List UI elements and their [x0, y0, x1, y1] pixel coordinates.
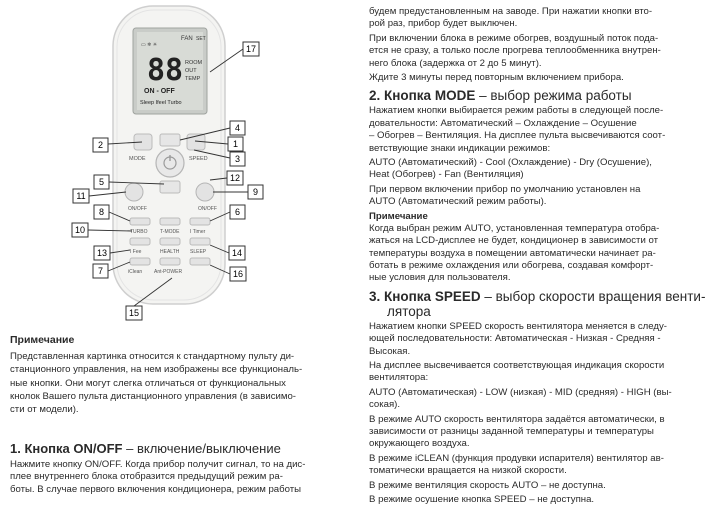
- lcd-top-label-fan: FAN: [181, 36, 193, 42]
- turbo-label: TURBO: [130, 229, 148, 235]
- lcd-side-label-temp: TEMP: [185, 76, 201, 82]
- callout-6: 6: [234, 207, 241, 217]
- down-button-shape: [160, 181, 180, 193]
- section-on-off: [10, 441, 350, 498]
- lcd-row2: Sleep Ifeel Turbo: [140, 100, 182, 106]
- section-mode-note-label: Примечание: [369, 210, 428, 222]
- callout-5: 5: [98, 177, 105, 187]
- section-mode-heading: 2. Кнопка MODE – выбор режима работы: [369, 88, 632, 104]
- callout-8: 8: [98, 207, 105, 217]
- section-mode-text: Нажатием кнопки выбирается режим работы в следующей после- довательности: Автоматический – Охлаждение – Осушение – Обогрев – Вентиляция. На дисплее пульта высвечиваются соот- ветствующие знаки индикации режимов:: [369, 105, 666, 154]
- lcd-row1: ON - OFF: [144, 88, 175, 95]
- callout-3: 3: [234, 154, 241, 164]
- callout-1: 1: [232, 139, 239, 149]
- callout-4: 4: [234, 123, 241, 133]
- mode-button-label: MODE: [129, 156, 146, 162]
- up-button-shape: [160, 134, 180, 146]
- remote-diagram: [10, 0, 355, 330]
- callout-14: 14: [231, 248, 243, 258]
- lcd-digits: 88: [147, 53, 184, 88]
- callout-12: 12: [229, 173, 241, 183]
- section-speed-heading: 3. Кнопка SPEED – выбор скорости вращения венти- лятора: [369, 288, 706, 319]
- callout-11: 11: [76, 191, 86, 201]
- speed-button-label: SPEED: [189, 156, 208, 162]
- on-off-left-label: ON/OFF: [128, 206, 147, 212]
- left-round-button: [125, 183, 143, 201]
- sleep-label: SLEEP: [190, 249, 207, 255]
- lcd-side-label-room: ROOM: [185, 60, 203, 66]
- power-label: Ant-POWER: [154, 269, 183, 275]
- section-on-off-heading: 1. Кнопка ON/OFF – включение/выключение: [10, 441, 281, 456]
- health-label: HEALTH: [160, 249, 180, 255]
- lcd-top-label-set: SET: [196, 36, 206, 42]
- right-column: будем предустановленным на заводе. При нажатии кнопки вто- рой раз, прибор будет выключен. При включении блока в режиме обогрев, воздушный поток пода- ется не сразу, а только после прогрева теплообменника внутрен- него блока (задержка от 2 до 5 минут). Ждите 3 минуты перед повторным включением прибора. 2. Кнопка MODE – выбор режима работы Нажатием кнопки выбирается режим работы в следующей после- довательности: Автоматический – Охлаждение – Осушение – Обогрев – Вентиляция. На дисплее пульта высвечиваются соот- ветствующие знаки индикации режимов: AUTO (Автоматический) - Cool (Охлаждение) - Dry (Осушение), Heat (Обогрев) - Fan (Вентиляция) При первом включении прибор по умолчанию установлен на AUTO (Автоматический режим работы). Примечание Когда выбран режим AUTO, установленная температура отобра- жаться на LCD-дисплее не будет, кондиционер в зависимости от температуры воздуха в помещении автоматически начинает ра- ботать в режиме охлаждения или обогрева, создавая комфорт- ные условия для пользователя. 3. Кнопка SPEED – выбор скорости вращения венти- лятора Нажатием кнопки SPEED скорость вентилятора меняется в следу- ющей последовательности: Автоматическая - Низкая - Средняя - Высокая. На дисплее высвечивается соответствующая индикация скорости вентилятора: AUTO (Автоматическая) - LOW (низкая) - MID (средняя) - HIGH (вы- сокая). В режиме AUTO скорость вентилятора задаётся автоматически, в зависимости от разницы заданной температуры и температуры окружающего воздуха. В режиме iCLEAN (функция продувки испарителя) вентилятор ав- томатически вращается на низкой скорости. В режиме вентиляция скорость AUTO – не доступна. В режиме осушение кнопка SPEED – не доступна.: [369, 6, 709, 508]
- callout-7: 7: [97, 266, 104, 276]
- callout-2: 2: [97, 140, 104, 150]
- svg-text:I Timer: I Timer: [190, 229, 206, 235]
- t-mode-label: T-MODE: [160, 229, 180, 235]
- left-column: [10, 0, 355, 518]
- svg-text:▭ ❄ ☀: ▭ ❄ ☀: [141, 42, 158, 48]
- callout-16: 16: [232, 269, 244, 279]
- section-on-off-text: Нажмите кнопку ON/OFF. Когда прибор получит сигнал, то на дис- плее внутреннего блока отобразится предыдущий режим ра- боты. В случае первого включения кондиционера, режим работы: [10, 459, 306, 495]
- callout-15: 15: [128, 308, 140, 318]
- callout-13: 13: [96, 248, 108, 258]
- iclean-label: iClean: [128, 269, 143, 275]
- intro-text: будем предустановленным на заводе. При нажатии кнопки вто- рой раз, прибор будет выключен.: [369, 6, 653, 30]
- right-round-button: [196, 183, 214, 201]
- ifeel-label: I Fee: [130, 249, 142, 255]
- on-off-button-shape: [156, 149, 184, 177]
- callout-17: 17: [245, 44, 257, 54]
- note-heading: Примечание: [10, 334, 75, 346]
- callout-10: 10: [74, 225, 86, 235]
- section-speed-text: Нажатием кнопки SPEED скорость вентилятора меняется в следу- ющей последовательности: Автоматическая - Низкая - Средняя - Высокая.: [369, 320, 667, 357]
- callout-9: 9: [252, 187, 259, 197]
- note-text: Представленная картинка относится к стандартному пульту ди- станционного управления, на нем изображены все функциональ- ные кнопки. Они могут слегка отличаться от функциональных кнолок Вашего пульта дистанционного управления (в зависимо- сти от модели).: [10, 351, 303, 416]
- lcd-side-label-out: OUT: [185, 68, 197, 74]
- on-off-right-label: ON/OFF: [198, 206, 217, 212]
